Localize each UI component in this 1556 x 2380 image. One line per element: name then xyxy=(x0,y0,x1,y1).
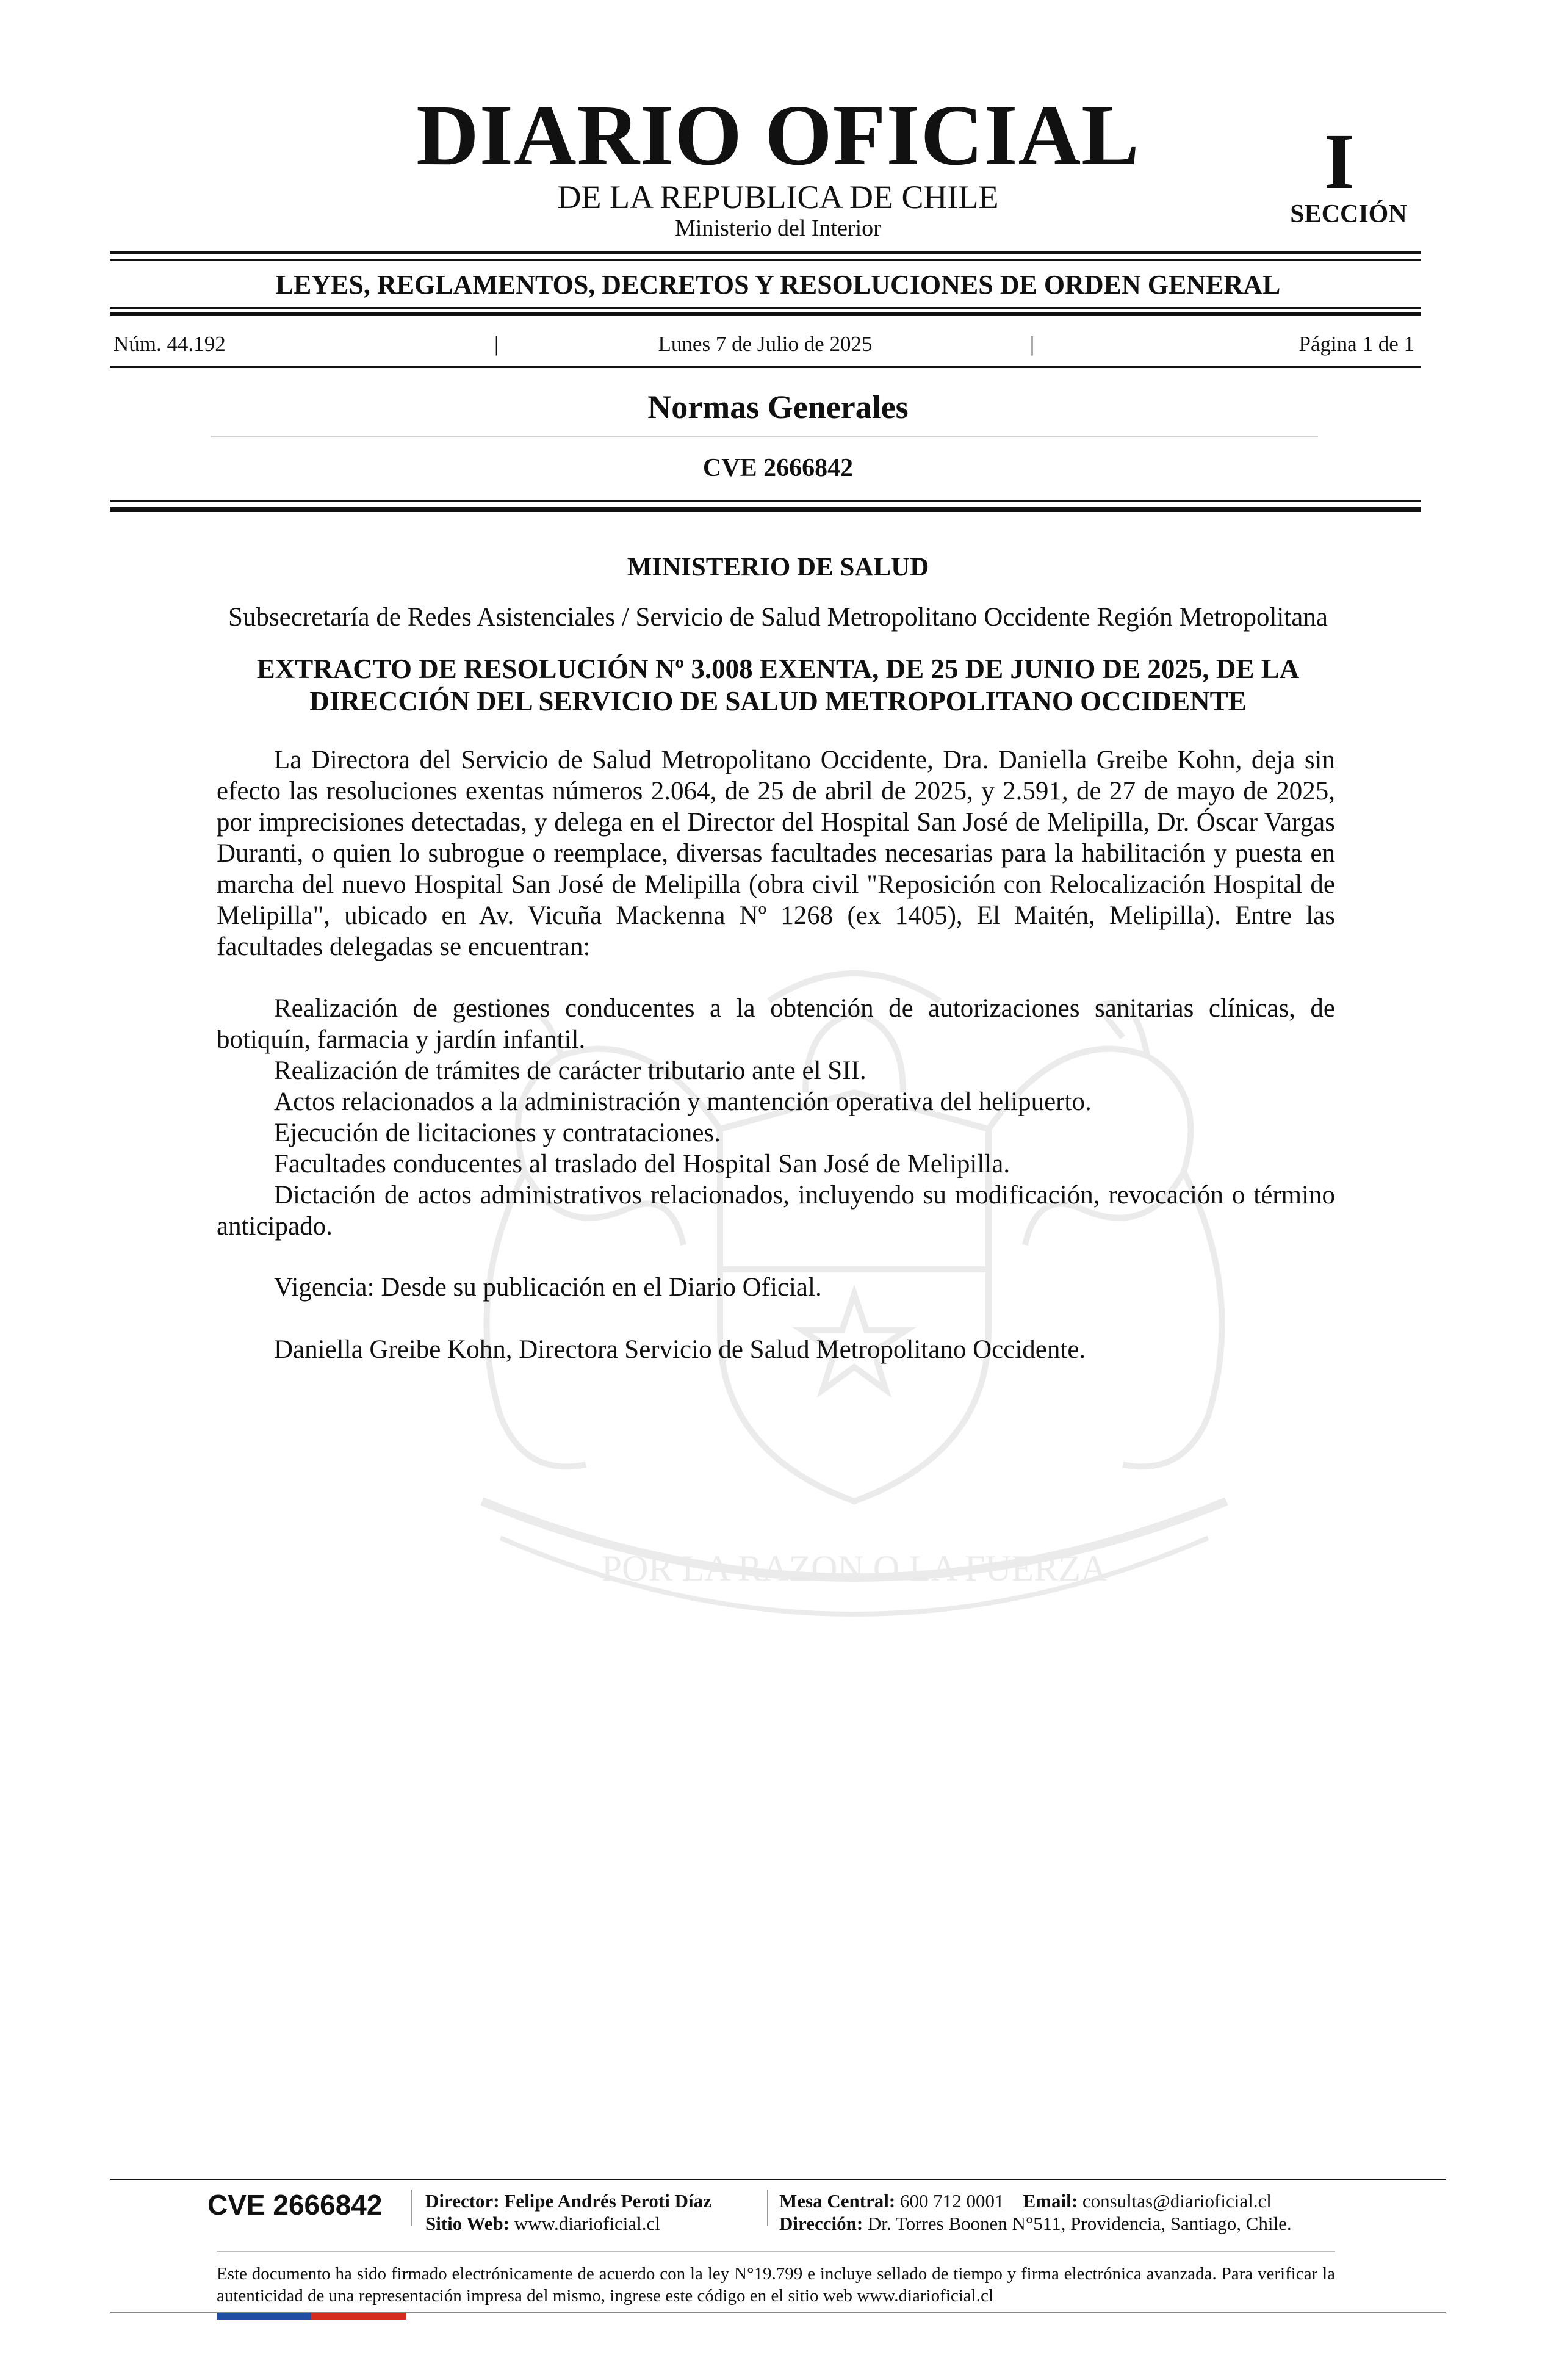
document-title-line: DIRECCIÓN DEL SERVICIO DE SALUD METROPOLITANO OCCIDENTE xyxy=(309,686,1247,716)
vigencia-text: Vigencia: Desde su publicación en el Diario Oficial. xyxy=(274,1273,822,1302)
rule-header-1 xyxy=(110,500,1421,502)
list-item: Realización de trámites de carácter tributario ante el SII. xyxy=(274,1056,866,1085)
rule-category-1 xyxy=(110,307,1421,309)
section-heading: Normas Generales xyxy=(647,389,909,425)
masthead-subtitle: DE LA REPUBLICA DE CHILE xyxy=(557,179,999,215)
subsecretaria-line: Subsecretaría de Redes Asistenciales / Servicio de Salud Metropolitano Occidente Región Metropolitana xyxy=(228,603,1328,632)
address-label: Dirección: xyxy=(779,2213,863,2234)
footer-rule-top xyxy=(110,2179,1446,2180)
info-separator: | xyxy=(494,332,499,356)
body-intro xyxy=(217,745,1335,962)
list-item: Actos relacionados a la administración y mantención operativa del helipuerto. xyxy=(274,1087,1092,1116)
document-title-line: EXTRACTO DE RESOLUCIÓN Nº 3.008 EXENTA, DE 25 DE JUNIO DE 2025, DE LA xyxy=(256,654,1300,684)
web-link[interactable]: www.diarioficial.cl xyxy=(514,2213,660,2234)
footer-contact-block xyxy=(779,2190,1292,2235)
list-item: Ejecución de licitaciones y contrataciones. xyxy=(274,1119,721,1147)
signature-text: Daniella Greibe Kohn, Directora Servicio de Salud Metropolitano Occidente. xyxy=(274,1335,1086,1364)
intro-paragraph: La Directora del Servicio de Salud Metropolitano Occidente, Dra. Daniella Greibe Kohn, deja sin efecto las resoluciones exentas números 2.064, de 25 de abril de 2025, y 2.591, de 27 de mayo de 2025, por imprecisiones detectadas, y delega en el Director del Hospital San José de Melipilla, Dr. Óscar Vargas Duranti, o quien lo subrogue o reemplace, diversas facultades necesarias para la habilitación y puesta en marcha del nuevo Hospital San José de Melipilla (obra civil "Reposición con Relocalización Hospital de Melipilla", ubicado en Av. Vicuña Mackenna Nº 1268 (ex 1405), El Maitén, Melipilla). Entre las facultades delegadas se encuentran: xyxy=(217,746,1335,961)
email-label: Email: xyxy=(1023,2190,1078,2212)
issue-date: Lunes 7 de Julio de 2025 xyxy=(658,332,873,356)
section-number: I xyxy=(1324,118,1355,206)
web-label: Sitio Web: xyxy=(425,2213,510,2234)
masthead-ministry: Ministerio del Interior xyxy=(675,215,881,241)
address-value: Dr. Torres Boonen N°511, Providencia, Santiago, Chile. xyxy=(867,2213,1292,2234)
mesa-label: Mesa Central: xyxy=(779,2190,896,2212)
section-divider xyxy=(211,436,1318,437)
masthead-title: DIARIO OFICIAL xyxy=(416,87,1140,183)
delegated-powers-list xyxy=(217,993,1335,1242)
vigencia-block xyxy=(217,1272,1335,1303)
footer-director-block xyxy=(425,2190,711,2235)
watermark-motto: POR LA RAZON O LA FUERZA xyxy=(601,1548,1108,1588)
flag-bar-blue xyxy=(217,2313,311,2320)
footer-thin-rule xyxy=(217,2251,1335,2252)
document-title xyxy=(183,653,1373,718)
flag-bar-red xyxy=(311,2313,406,2320)
footer-cve-code: CVE 2666842 xyxy=(207,2189,383,2221)
page-indicator: Página 1 de 1 xyxy=(1298,332,1414,356)
rule-top-2 xyxy=(110,259,1421,261)
email-link[interactable]: consultas@diarioficial.cl xyxy=(1082,2190,1272,2212)
list-item: Facultades conducentes al traslado del Hospital San José de Melipilla. xyxy=(274,1150,1010,1178)
section-label: SECCIÓN xyxy=(1290,200,1407,228)
category-heading: LEYES, REGLAMENTOS, DECRETOS Y RESOLUCIONES DE ORDEN GENERAL xyxy=(275,270,1281,300)
issue-number: Núm. 44.192 xyxy=(113,332,226,356)
list-item: Realización de gestiones conducentes a la obtención de autorizaciones sanitarias clínicas, de botiquín, farmacia y jardín infantil. xyxy=(217,994,1335,1054)
footer-divider xyxy=(411,2190,412,2226)
cve-code: CVE 2666842 xyxy=(702,454,854,482)
signature-block xyxy=(217,1334,1335,1365)
info-separator: | xyxy=(1030,332,1035,356)
rule-top-1 xyxy=(110,251,1421,254)
director-label: Director: xyxy=(425,2190,500,2212)
list-item: Dictación de actos administrativos relacionados, incluyendo su modificación, revocación o término anticipado. xyxy=(217,1181,1335,1241)
mesa-value: 600 712 0001 xyxy=(900,2190,1004,2212)
rule-category-2 xyxy=(110,312,1421,316)
footer-note: Este documento ha sido firmado electrónicamente de acuerdo con la ley N°19.799 e incluye sellado de tiempo y firma electrónica avanzada. Para verificar la autenticidad de una representación impresa del mismo, ingrese este código en el sitio web www.diarioficial.cl xyxy=(217,2264,1335,2306)
ministry-heading: MINISTERIO DE SALUD xyxy=(627,553,929,582)
rule-info xyxy=(110,366,1421,368)
director-name: Felipe Andrés Peroti Díaz xyxy=(504,2190,711,2212)
rule-header-2 xyxy=(110,507,1421,512)
footer-divider xyxy=(767,2190,768,2226)
